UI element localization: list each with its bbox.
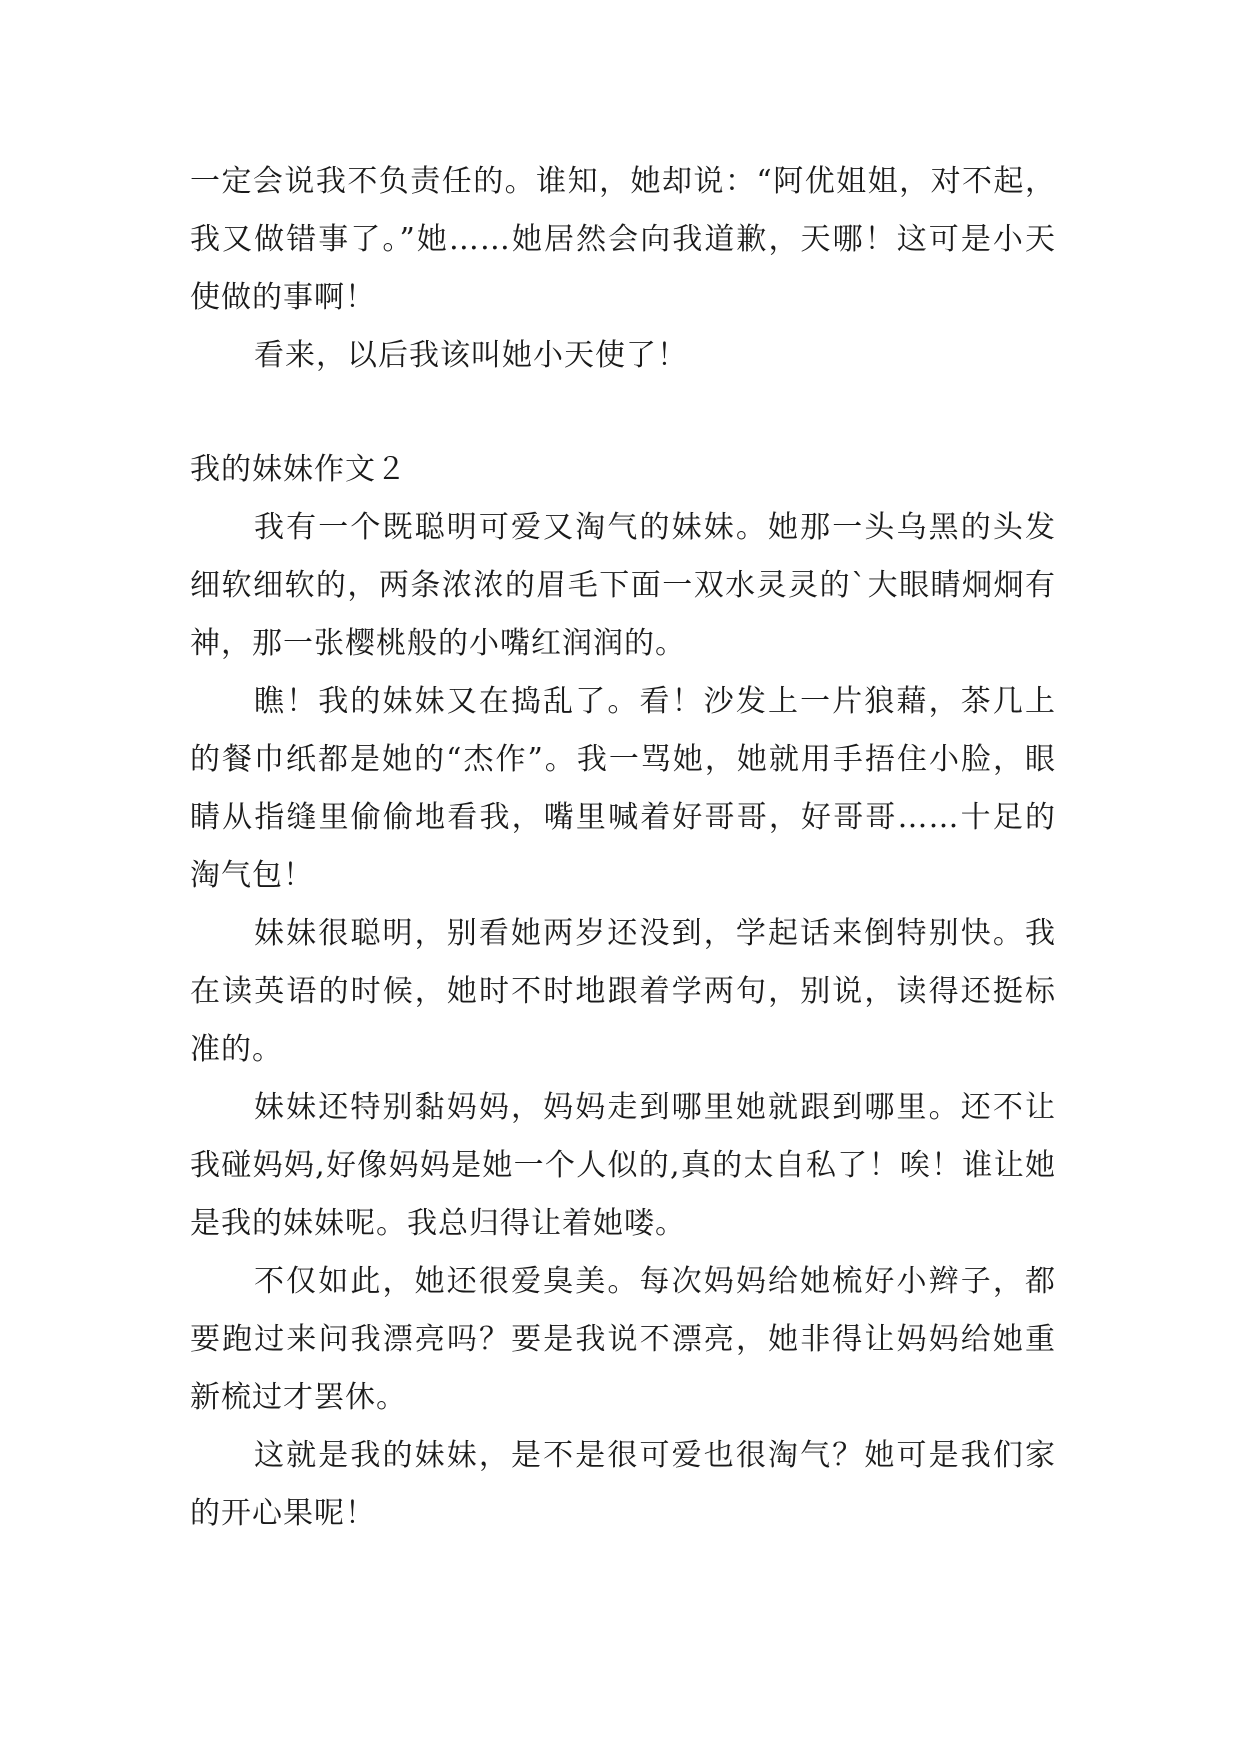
essay-paragraph-6: 这就是我的妹妹，是不是很可爱也很淘气？她可是我们家的开心果呢！ — [190, 1438, 1056, 1531]
essay-paragraph-2: 瞧！我的妹妹又在捣乱了。看！沙发上一片狼藉，茶几上的餐巾纸都是她的“杰作”。我一骂她，她就用手捂住小脸，眼睛从指缝里偷偷地看我，嘴里喊着好哥哥，好哥哥……十足的淘气包！ — [190, 684, 1056, 893]
closing-paragraph: 看来，以后我该叫她小天使了！ — [254, 338, 688, 373]
essay-title: 我的妹妹作文２ — [190, 452, 407, 487]
essay-paragraph-3: 妹妹很聪明，别看她两岁还没到，学起话来倒特别快。我在读英语的时候，她时不时地跟着学两句，别说，读得还挺标准的。 — [190, 916, 1056, 1067]
document-body — [190, 153, 1056, 1543]
essay-paragraph-1: 我有一个既聪明可爱又淘气的妹妹。她那一头乌黑的头发细软细软的，两条浓浓的眉毛下面一双水灵灵的`大眼睛炯炯有神，那一张樱桃般的小嘴红润润的。 — [190, 510, 1056, 661]
essay-paragraph-4: 妹妹还特别黏妈妈，妈妈走到哪里她就跟到哪里。还不让我碰妈妈,好像妈妈是她一个人似的,真的太自私了！唉！谁让她是我的妹妹呢。我总归得让着她喽。 — [190, 1090, 1056, 1241]
essay-paragraph-5: 不仅如此，她还很爱臭美。每次妈妈给她梳好小辫子，都要跑过来问我漂亮吗？要是我说不漂亮，她非得让妈妈给她重新梳过才罢休。 — [190, 1264, 1056, 1415]
continued-paragraph: 一定会说我不负责任的。谁知，她却说：“阿优姐姐，对不起，我又做错事了。”她……她居然会向我道歉，天哪！这可是小天使做的事啊！ — [190, 164, 1056, 315]
section-spacer — [190, 385, 1056, 441]
